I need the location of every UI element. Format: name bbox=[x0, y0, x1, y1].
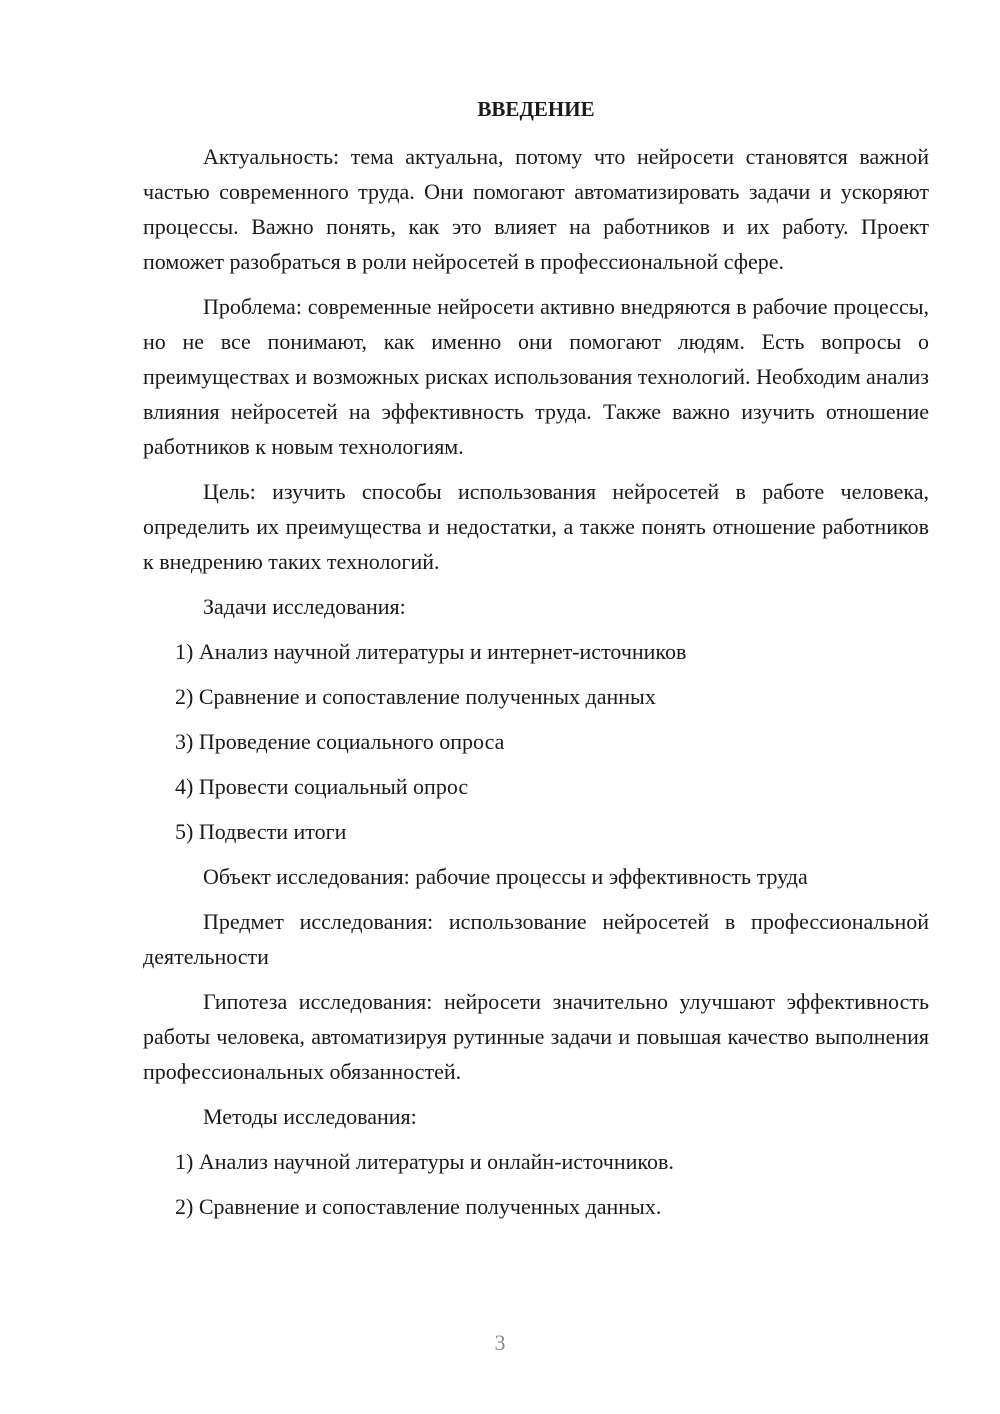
list-item: 3) Проведение социального опроса bbox=[175, 729, 505, 754]
methods-heading: Методы исследования: bbox=[203, 1104, 417, 1129]
relevance-paragraph: Актуальность: тема актуальна, потому что нейросети становятся важной частью современного труда. Они помогают автоматизировать задачи и ускоряют процессы. Важно понять, как это влияет на работников и их работу. Проект поможет разобраться в роли нейросетей в профессиональной сфере. bbox=[143, 144, 929, 274]
tasks-heading: Задачи исследования: bbox=[203, 594, 406, 619]
list-item: 5) Подвести итоги bbox=[175, 819, 347, 844]
list-item: 1) Анализ научной литературы и онлайн-источников. bbox=[175, 1149, 674, 1174]
page-number: 3 bbox=[494, 1330, 506, 1355]
subject-paragraph: Предмет исследования: использование нейросетей в профессиональной деятельности bbox=[143, 909, 929, 969]
methods-list bbox=[143, 1144, 929, 1224]
list-item: 4) Провести социальный опрос bbox=[175, 774, 469, 799]
tasks-list bbox=[143, 634, 929, 849]
goal-paragraph: Цель: изучить способы использования нейросетей в работе человека, определить их преимущества и недостатки, а также понять отношение работников к внедрению таких технологий. bbox=[143, 479, 929, 574]
page-content bbox=[143, 92, 929, 1234]
list-item: 2) Сравнение и сопоставление полученных данных. bbox=[175, 1194, 662, 1219]
object-paragraph: Объект исследования: рабочие процессы и эффективность труда bbox=[203, 864, 808, 889]
problem-paragraph: Проблема: современные нейросети активно внедряются в рабочие процессы, но не все понимают, как именно они помогают людям. Есть вопросы о преимуществах и возможных рисках использования технологий. Необходим анализ влияния нейросетей на эффективность труда. Также важно изучить отношение работников к новым технологиям. bbox=[143, 294, 929, 459]
list-item: 2) Сравнение и сопоставление полученных данных bbox=[175, 684, 656, 709]
page-title: ВВЕДЕНИЕ bbox=[477, 97, 595, 121]
list-item: 1) Анализ научной литературы и интернет-источников bbox=[175, 639, 687, 664]
hypothesis-paragraph: Гипотеза исследования: нейросети значительно улучшают эффективность работы человека, автоматизируя рутинные задачи и повышая качество выполнения профессиональных обязанностей. bbox=[143, 989, 929, 1084]
